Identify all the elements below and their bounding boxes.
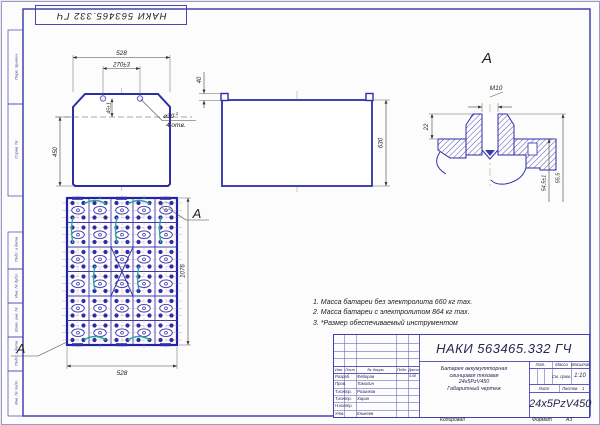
strip-inv-dubl: Инв. № дубл.	[13, 273, 19, 298]
tb-sheets-label: Листов	[562, 385, 578, 391]
tb-desc-2: свинцовая тяговая	[449, 372, 499, 379]
tb-doc-number: НАКИ 563465.332 ГЧ	[436, 341, 572, 356]
tb-name-prov: Томилин	[357, 381, 374, 387]
dim-front-height: 450	[53, 146, 59, 158]
dim-side-height: 630	[377, 137, 385, 149]
tb-lit-label: Лит.	[535, 362, 546, 367]
hole-tol-text: -1	[174, 111, 179, 116]
tb-desc-1: Батарея аккумуляторная	[440, 366, 508, 372]
technical-notes	[313, 298, 472, 329]
front-view	[53, 50, 196, 191]
tb-desc-3: 24х5PzV450	[458, 379, 490, 386]
hole-dia-text: ⌀30	[163, 113, 175, 121]
strip-podp-data2: Подп. и дата	[13, 340, 19, 367]
tb-col-izm: Изм.	[334, 366, 344, 372]
strip-sprav-no: Справ. №	[13, 140, 19, 159]
tb-name-razrab: Фёдоров	[357, 374, 375, 379]
callout-a-bottom: А	[16, 341, 26, 356]
strip-vzam-inv: Взам. инв. №	[13, 307, 19, 332]
terminal-wall-left	[466, 114, 482, 155]
tb-name-tkontr: Розинков	[357, 388, 376, 394]
top-view	[11, 195, 209, 377]
tb-role-nkontr: Н.контр.	[335, 403, 353, 409]
tb-mass-label: Масса	[555, 362, 568, 367]
tb-col-dokum: № докум.	[367, 366, 385, 372]
battery-case-side	[222, 100, 372, 186]
tb-sheets-value: 1	[582, 385, 585, 391]
tb-role-utv: Утв.	[335, 410, 345, 416]
dim-h1: 54,5±1	[541, 174, 548, 192]
hole-note-qty: 4 отв.	[166, 122, 186, 129]
note-3: 3. *Размер обеспечиваемый инструментом	[313, 319, 458, 327]
dim-thread: М10	[489, 85, 503, 92]
tb-scale-label: Масштаб	[571, 362, 591, 367]
tb-date-razrab: 4.08	[409, 374, 416, 379]
battery-case-outline	[73, 94, 170, 186]
strip-podp-data1: Подп. и дата	[13, 236, 19, 263]
dim-front-width: 528	[116, 50, 127, 57]
hole-note-dia	[163, 111, 178, 120]
flange-left	[438, 139, 466, 158]
tb-model: 24х5PzV450	[529, 398, 592, 410]
dim-hole-span: 270±3	[113, 62, 130, 69]
note-1: 1. Масса батареи без электролита 660 кг max.	[313, 299, 473, 306]
tb-mass-value: См. прим.	[552, 374, 572, 379]
strip-perv-primen: Перв. примен.	[13, 53, 19, 80]
top-stamp-text: НАКИ 563465.332 ГЧ	[55, 9, 167, 21]
callout-a-top: А	[192, 206, 202, 221]
detail-view-a	[424, 50, 566, 202]
detail-a-label: А	[481, 50, 493, 67]
title-block	[333, 334, 590, 418]
tb-sheet-label: Лист	[538, 385, 550, 391]
tb-role-tkontr2: Т.контр.	[335, 396, 352, 402]
side-view	[197, 72, 390, 192]
tb-scale-value: 1:10	[574, 373, 586, 379]
tb-col-podp: Подп.	[396, 366, 408, 372]
tb-role-razrab: Разраб.	[335, 374, 351, 379]
tb-role-tkontr: Т.контр.	[335, 388, 352, 394]
note-2: 2. Масса батареи с электролитом 864 кг max.	[313, 309, 470, 317]
dim-top-length: 1076	[179, 264, 187, 278]
terminal-wall-right	[498, 114, 514, 155]
format-value: А3	[566, 416, 573, 423]
tb-col-data: Дата	[408, 366, 419, 372]
format-label: Формат	[532, 416, 552, 423]
tb-col-list: Лист	[344, 366, 356, 372]
top-stamp	[35, 5, 187, 25]
copied-label: Копировал	[440, 416, 465, 423]
strip-inv-podl: Инв. № подл.	[13, 380, 19, 405]
lifting-hole	[100, 96, 105, 101]
dim-hole-offset: 45±1	[106, 102, 113, 114]
dim-step: 22	[424, 123, 430, 131]
dim-h2: 55,5	[555, 172, 562, 184]
tb-role-prov: Пров.	[335, 381, 347, 387]
tb-desc-4: Габаритный чертеж	[447, 385, 501, 392]
tb-name-tkontr2: Харин	[357, 396, 370, 402]
dim-top-width: 528	[116, 370, 128, 377]
tb-name-utv: Еникеев	[357, 410, 374, 416]
dim-lip-height: 40	[197, 76, 203, 84]
